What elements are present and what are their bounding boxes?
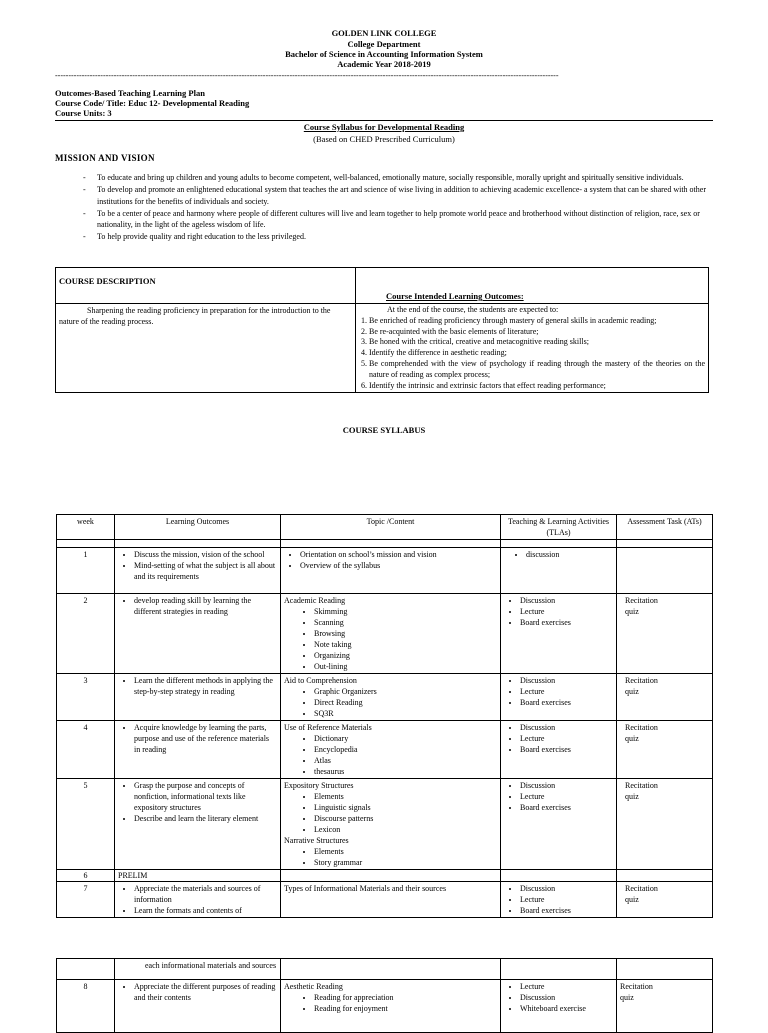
spacer-cell — [617, 540, 713, 548]
topic-title: Aid to Comprehension — [284, 676, 357, 685]
outcome-item: • Mind-setting of what the subject is all about and its requirements — [134, 560, 277, 582]
table-row — [57, 674, 713, 721]
tla-cell — [501, 980, 617, 1033]
topic-title: Academic Reading — [284, 596, 346, 605]
empty-cell — [617, 870, 713, 882]
mission-item: - To help provide quality and right education to the less privileged. — [83, 231, 713, 243]
topic-cell — [281, 721, 501, 779]
empty-cell — [501, 959, 617, 980]
course-code-title: Course Code/ Title: Educ 12- Developmental Reading — [55, 98, 250, 108]
spacer-cell — [501, 540, 617, 548]
topic-cell — [281, 779, 501, 870]
outcome-item: • Appreciate the different purposes of reading and their contents — [134, 981, 277, 1003]
topic-item: • Elements — [314, 846, 497, 857]
topic-item: • Orientation on school’s mission and vision — [300, 549, 497, 560]
topic-cell — [281, 548, 501, 594]
topic-item: • Out-lining — [314, 661, 497, 672]
topic-item: • Discourse patterns — [314, 813, 497, 824]
tla-cell — [501, 548, 617, 594]
topic-item: • Reading for appreciation — [314, 992, 497, 1003]
empty-cell — [281, 870, 501, 882]
empty-cell — [501, 870, 617, 882]
tla-item: • Discussion — [520, 780, 613, 791]
tla-item: • discussion — [526, 549, 613, 560]
tla-item: • Lecture — [520, 981, 613, 992]
topic-title: Use of Reference Materials — [284, 723, 372, 732]
tla-item: • Lecture — [520, 791, 613, 802]
tla-item: • Discussion — [520, 992, 613, 1003]
table-row — [57, 779, 713, 870]
outcomes-continued-cell: each informational materials and sources — [115, 959, 281, 980]
empty-cell — [57, 959, 115, 980]
department: College Department — [347, 39, 421, 49]
section-rule — [55, 120, 713, 121]
mission-item: - To develop and promote an enlightened educational system that teaches the art and science of wise living in addition to achieving academic excellence- a system that can be shared with other institutions for the benefits of individuals and society. — [83, 184, 713, 207]
week-cell: 7 — [57, 882, 115, 918]
header-divider: --------------------------------------------------------------------------------------------------------------------------------------------------------------------------------------------- — [55, 71, 559, 80]
topic-item: • Direct Reading — [314, 697, 497, 708]
ilo-list — [359, 316, 705, 392]
tla-item: • Lecture — [520, 733, 613, 744]
topic-title: Expository Structures — [284, 781, 354, 790]
outcomes-cell — [115, 980, 281, 1033]
ilo-item: 2. Be re-acquinted with the basic elements of literature; — [369, 327, 705, 338]
outcomes-cell — [115, 548, 281, 594]
week-cell: 1 — [57, 548, 115, 594]
tla-item: • Board exercises — [520, 617, 613, 628]
tla-item: • Board exercises — [520, 905, 613, 916]
at-cell: Recitation quiz — [617, 721, 713, 779]
tla-item: • Discussion — [520, 883, 613, 894]
outcomes-cell — [115, 721, 281, 779]
tla-cell — [501, 882, 617, 918]
topic-cell — [281, 674, 501, 721]
table-row — [57, 548, 713, 594]
topic-cell — [281, 594, 501, 674]
syllabus-subtitle: (Based on CHED Prescribed Curriculum) — [313, 134, 455, 144]
table-row — [57, 980, 713, 1033]
header-topic: Topic /Content — [281, 515, 501, 540]
ilo-cell — [356, 304, 709, 393]
at-cell: Recitation quiz — [617, 882, 713, 918]
mission-list — [83, 172, 713, 244]
topic-item: • Story grammar — [314, 857, 497, 868]
at-cell — [617, 548, 713, 594]
tla-item: • Discussion — [520, 595, 613, 606]
topic-item: • Atlas — [314, 755, 497, 766]
tla-item: • Board exercises — [520, 697, 613, 708]
topic-item: • Skimming — [314, 606, 497, 617]
tla-item: • Board exercises — [520, 744, 613, 755]
syllabus-table-continued — [56, 958, 713, 1033]
topic-item: • Graphic Organizers — [314, 686, 497, 697]
mission-item: - To educate and bring up children and young adults to become competent, well-balanced, emotionally mature, socially responsible, morally upright and spiritually sensitive individuals. — [83, 172, 713, 184]
topic-item: • Linguistic signals — [314, 802, 497, 813]
ilo-item: 6. Identify the intrinsic and extrinsic factors that effect reading performance; — [369, 381, 705, 392]
course-units: Course Units: 3 — [55, 108, 112, 118]
table-row — [57, 594, 713, 674]
plan-title: Outcomes-Based Teaching Learning Plan — [55, 88, 205, 98]
table-row — [57, 959, 713, 980]
ilo-heading: Course Intended Learning Outcomes: — [386, 291, 524, 301]
topic-cell — [281, 980, 501, 1033]
tla-cell — [501, 721, 617, 779]
week-cell: 8 — [57, 980, 115, 1033]
outcome-item: • Learn the different methods in applying the step-by-step strategy in reading — [134, 675, 277, 697]
empty-cell — [281, 959, 501, 980]
spacer-cell — [115, 540, 281, 548]
tla-item: • Lecture — [520, 606, 613, 617]
tla-cell — [501, 594, 617, 674]
ilo-item: 1. Be enriched of reading proficiency through mastery of general skills in academic reading; — [369, 316, 705, 327]
outcome-item: • Learn the formats and contents of — [134, 905, 277, 916]
academic-year: Academic Year 2018-2019 — [337, 59, 431, 69]
tla-item: • Whiteboard exercise — [520, 1003, 613, 1014]
outcome-item: • Appreciate the materials and sources of information — [134, 883, 277, 905]
spacer-cell — [57, 540, 115, 548]
program: Bachelor of Science in Accounting Information System — [285, 49, 483, 59]
topic-item: • Overview of the syllabus — [300, 560, 497, 571]
mission-item: - To be a center of peace and harmony where people of different cultures will live and learn together to help promote world peace and brotherhood without distinction of religion, race, sex or nationality, in the light of the ageless wisdom of life. — [83, 208, 713, 231]
table-row — [57, 882, 713, 918]
course-description-heading: COURSE DESCRIPTION — [59, 276, 156, 286]
week-cell: 4 — [57, 721, 115, 779]
topic-item: • Reading for enjoyment — [314, 1003, 497, 1014]
tla-item: • Lecture — [520, 894, 613, 905]
outcomes-cell — [115, 779, 281, 870]
header-learning-outcomes: Learning Outcomes — [115, 515, 281, 540]
outcomes-cell — [115, 882, 281, 918]
table-row — [57, 721, 713, 779]
course-description-text: Sharpening the reading proficiency in preparation for the introduction to the nature of the reading process. — [56, 304, 356, 393]
syllabus-table — [56, 514, 713, 918]
topic-cell — [281, 882, 501, 918]
at-cell: Recitation quiz — [617, 674, 713, 721]
mission-heading: MISSION AND VISION — [55, 153, 155, 163]
syllabus-title: Course Syllabus for Developmental Reading — [303, 122, 465, 132]
school-name: GOLDEN LINK COLLEGE — [331, 28, 437, 38]
topic-item: • Elements — [314, 791, 497, 802]
tla-cell — [501, 674, 617, 721]
week-cell: 3 — [57, 674, 115, 721]
empty-cell — [617, 959, 713, 980]
course-syllabus-heading: COURSE SYLLABUS — [342, 425, 426, 435]
tla-cell — [501, 779, 617, 870]
outcomes-cell — [115, 594, 281, 674]
tla-item: • Lecture — [520, 686, 613, 697]
ilo-item: 4. Identify the difference in aesthetic reading; — [369, 348, 705, 359]
ilo-intro: At the end of the course, the students are expected to: — [387, 305, 559, 314]
ilo-item: 5. Be comprehended with the view of psychology if reading through the mastery of the theories on the nature of reading as complex process; — [369, 359, 705, 381]
at-cell: Recitation quiz — [617, 779, 713, 870]
outcome-item: • Acquire knowledge by learning the parts, purpose and use of the reference materials in reading — [134, 722, 277, 755]
tla-item: • Board exercises — [520, 802, 613, 813]
prelim-cell: PRELIM — [115, 870, 281, 882]
spacer-cell — [281, 540, 501, 548]
topic-title: Narrative Structures — [284, 836, 349, 845]
topic-title: Aesthetic Reading — [284, 982, 343, 991]
at-cell: Recitation quiz — [617, 980, 713, 1033]
topic-item: • Browsing — [314, 628, 497, 639]
tla-item: • Discussion — [520, 722, 613, 733]
table-row — [57, 870, 713, 882]
topic-item: • Scanning — [314, 617, 497, 628]
outcomes-cell — [115, 674, 281, 721]
header-tlas: Teaching & Learning Activities (TLAs) — [501, 515, 617, 540]
outcome-item: • Grasp the purpose and concepts of nonfiction, informational texts like expository structures — [134, 780, 277, 813]
topic-item: • Lexicon — [314, 824, 497, 835]
course-description-table — [55, 267, 709, 393]
outcome-item: • Discuss the mission, vision of the school — [134, 549, 277, 560]
topic-item: • Note taking — [314, 639, 497, 650]
tla-item: • Discussion — [520, 675, 613, 686]
topic-item: • thesaurus — [314, 766, 497, 777]
outcome-item: • develop reading skill by learning the different strategies in reading — [134, 595, 277, 617]
header-ats: Assessment Task (ATs) — [617, 515, 713, 540]
header-week: week — [57, 515, 115, 540]
topic-title: Types of Informational Materials and their sources — [284, 884, 447, 893]
topic-item: • Organizing — [314, 650, 497, 661]
week-cell: 2 — [57, 594, 115, 674]
outcome-item: • Describe and learn the literary element — [134, 813, 277, 824]
topic-item: • Encyclopedia — [314, 744, 497, 755]
ilo-item: 3. Be honed with the critical, creative and metacognitive reading skills; — [369, 337, 705, 348]
week-cell: 6 — [57, 870, 115, 882]
week-cell: 5 — [57, 779, 115, 870]
topic-item: • SQ3R — [314, 708, 497, 719]
at-cell: Recitation quiz — [617, 594, 713, 674]
topic-item: • Dictionary — [314, 733, 497, 744]
ilo-heading-cell — [356, 268, 709, 304]
course-description-heading-cell — [56, 268, 356, 304]
